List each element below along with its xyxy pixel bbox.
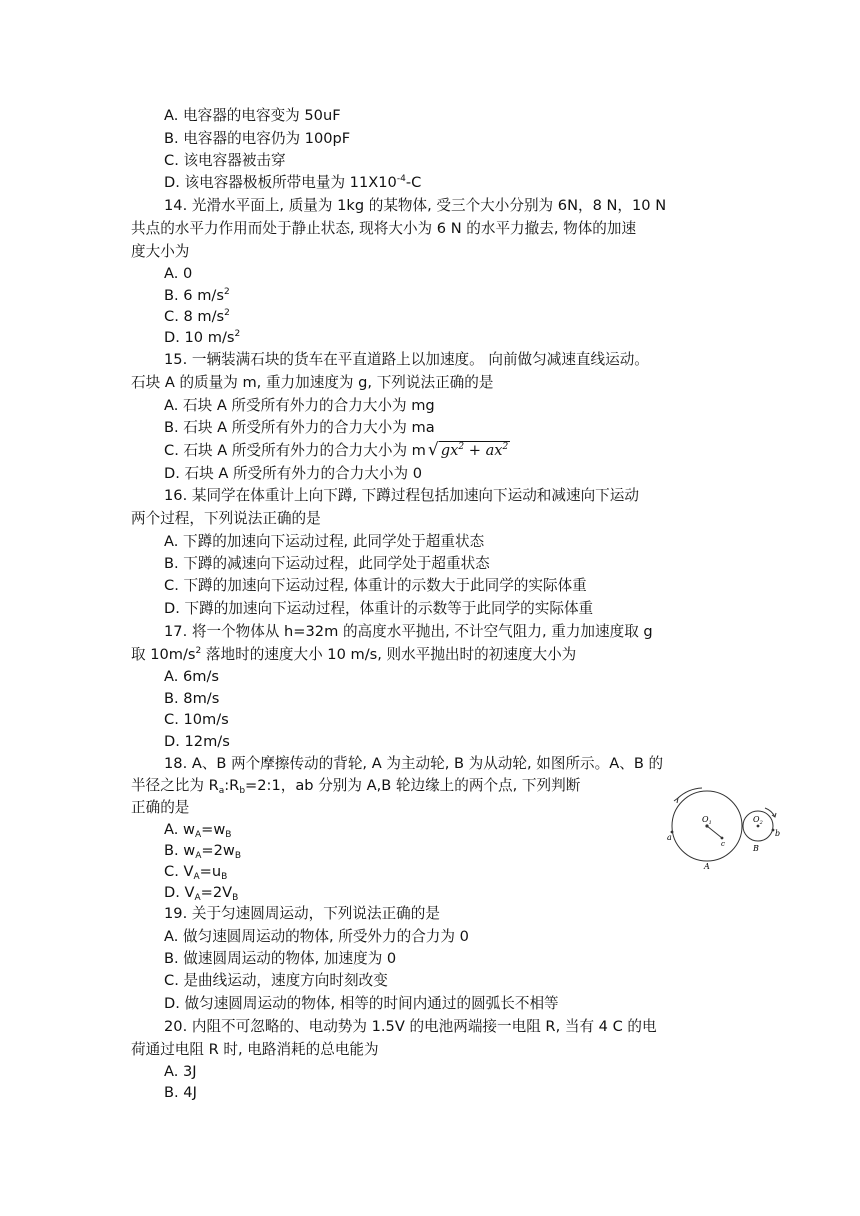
friction-wheels-figure	[664, 780, 790, 872]
q14-stem-line2: 共点的水平力作用而处于静止状态, 现将大小为 6 N 的水平力撤去, 物体的加速	[131, 220, 637, 237]
q18-stem-line1: 18. A、B 两个摩擦传动的背轮, A 为主动轮, B 为从动轮, 如图所示。A、B 的	[164, 755, 664, 772]
q16-option-c: C. 下蹲的加速向下运动过程, 体重计的示数大于此同学的实际体重	[164, 577, 587, 594]
q16-stem-line1: 16. 某同学在体重计上向下蹲, 下蹲过程包括加速向下运动和减速向下运动	[164, 487, 639, 504]
q18-option-d: D. $V_A=2V_B$	[164, 884, 239, 903]
q17-option-c: C. 10m/s	[164, 711, 229, 728]
q13-option-a: A. 电容器的电容变为 50uF	[164, 107, 341, 124]
q13-option-b: B. 电容器的电容仍为 100pF	[164, 130, 351, 147]
q20-option-a: A. 3J	[164, 1063, 197, 1080]
q15-option-d: D. 石块 A 所受所有外力的合力大小为 0	[164, 465, 423, 482]
q19-option-d: D. 做匀速圆周运动的物体, 相等的时间内通过的圆弧长不相等	[164, 995, 559, 1012]
label-a: a	[667, 833, 672, 842]
q20-option-b: B. 4J	[164, 1084, 197, 1101]
q18-stem-line3: 正确的是	[131, 799, 190, 816]
label-o2: $O_2$	[753, 815, 763, 826]
q16-option-d: D. 下蹲的加速向下运动过程，体重计的示数等于此同学的实际体重	[164, 600, 594, 617]
q17-option-a: A. 6m/s	[164, 668, 220, 685]
q14-option-a: A. 0	[164, 265, 193, 282]
q17-stem-line1: 17. 将一个物体从 h=32m 的高度水平抛出, 不计空气阻力, 重力加速度取 g	[164, 623, 653, 640]
q15-stem-line1: 15. 一辆装满石块的货车在平直道路上以加速度。 向前做匀减速直线运动。	[164, 351, 649, 368]
q14-stem-line3: 度大小为	[131, 243, 190, 260]
q14-option-d: D. 10 $m/s^2$	[164, 329, 241, 346]
label-wheel-b: B	[753, 844, 759, 853]
q13-option-d: D. 该电容器极板所带电量为 $11X10^{-4}-C$	[164, 174, 422, 191]
q15-stem-line2: 石块 A 的质量为 m, 重力加速度为 g, 下列说法正确的是	[131, 374, 494, 391]
q19-option-a: A. 做匀速圆周运动的物体, 所受外力的合力为 0	[164, 928, 469, 945]
q15-option-b: B. 石块 A 所受所有外力的合力大小为 ma	[164, 419, 435, 436]
q18-stem-line2: 半径之比为 $R_a:R_b=2:1$，ab 分别为 A,B 轮边缘上的两个点, 下列判断	[131, 777, 581, 796]
q15-option-c: C. 石块 A 所受所有外力的合力大小为 m √ $gx^2 + ax^2$	[164, 440, 509, 460]
q20-stem-line2: 荷通过电阻 R 时, 电路消耗的总电能为	[131, 1041, 379, 1058]
q17-option-b: B. 8m/s	[164, 690, 220, 707]
q16-stem-line2: 两个过程，下列说法正确的是	[131, 510, 321, 527]
q20-stem-line1: 20. 内阻不可忽略的、电动势为 1.5V 的电池两端接一电阻 R, 当有 4 C 的电	[164, 1018, 657, 1035]
q14-option-c: C. 8 $m/s^2$	[164, 308, 230, 325]
label-c: c	[721, 840, 725, 848]
radius-line	[707, 826, 722, 838]
q18-option-a: A. $w_A=w_B$	[164, 821, 232, 840]
label-o1: $O_1$	[702, 815, 712, 826]
rotation-arrow-a	[678, 788, 702, 798]
q13-option-c: C. 该电容器被击穿	[164, 152, 286, 169]
point-c	[721, 837, 724, 840]
q17-stem-line2: 取 $10m/s^2$ 落地时的速度大小 10 m/s, 则水平抛出时的初速度大小为	[131, 646, 577, 663]
q19-option-c: C. 是曲线运动，速度方向时刻改变	[164, 972, 388, 989]
radical-expression: √ $gx^2 + ax^2$	[427, 440, 509, 460]
q19-stem-line1: 19. 关于匀速圆周运动，下列说法正确的是	[164, 905, 440, 922]
q14-stem-line1: 14. 光滑水平面上, 质量为 1kg 的某物体, 受三个大小分别为 6N，8 N，10 N	[164, 197, 667, 214]
point-b	[772, 829, 775, 832]
q17-option-d: D. 12m/s	[164, 733, 230, 750]
q15-option-a: A. 石块 A 所受所有外力的合力大小为 mg	[164, 397, 435, 414]
q16-option-b: B. 下蹲的减速向下运动过程，此同学处于超重状态	[164, 555, 490, 572]
label-wheel-a: A	[704, 862, 710, 871]
label-b: b	[775, 829, 781, 838]
q18-option-c: C. $V_A=u_B$	[164, 863, 228, 882]
q16-option-a: A. 下蹲的加速向下运动过程, 此同学处于超重状态	[164, 533, 485, 550]
q18-option-b: B. $w_A=2w_B$	[164, 842, 242, 861]
arrow-head-a	[674, 798, 678, 803]
q19-option-b: B. 做速圆周运动的物体, 加速度为 0	[164, 950, 397, 967]
q14-option-b: B. 6 $m/s^2$	[164, 287, 230, 304]
